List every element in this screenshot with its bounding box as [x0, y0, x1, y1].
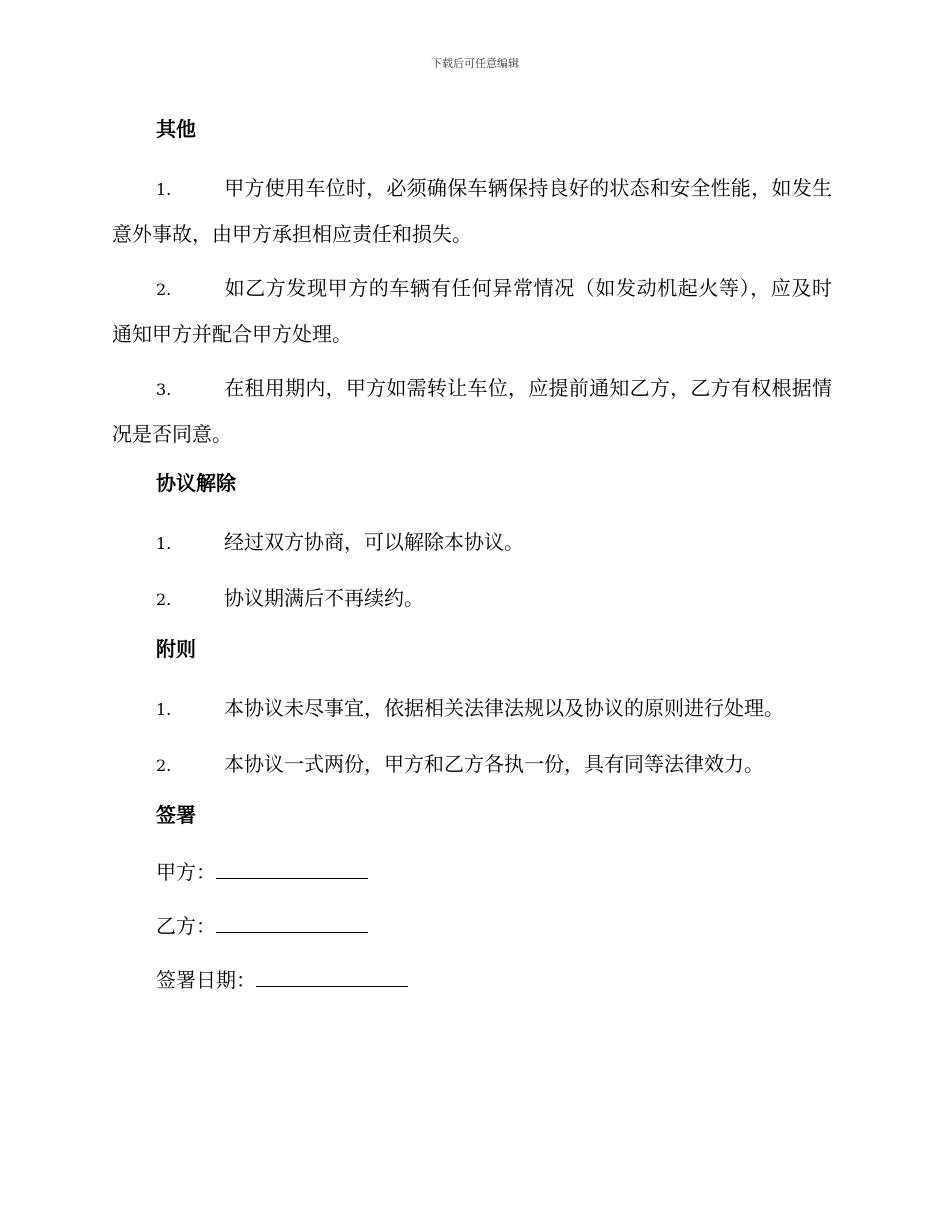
item-number: 3. [156, 380, 172, 399]
item-text: 协议期满后不再续约。 [224, 586, 424, 610]
item-text: 本协议未尽事宜，依据相关法律法规以及协议的原则进行处理。 [224, 696, 784, 720]
section-title-termination: 协议解除 [156, 471, 236, 495]
item-text: 如乙方发现甲方的车辆有任何异常情况（如发动机起火等），应及时通知甲方并配合甲方处理。 [112, 276, 832, 346]
signature-line-party-b [112, 906, 832, 940]
party-a-label: 甲方： [156, 860, 216, 884]
item-text: 本协议一式两份，甲方和乙方各执一份，具有同等法律效力。 [224, 752, 764, 776]
item-text: 甲方使用车位时，必须确保车辆保持良好的状态和安全性能，如发生意外事故，由甲方承担相应责任和损失。 [112, 176, 832, 246]
list-item [112, 166, 832, 256]
party-b-blank [216, 906, 368, 933]
list-item [112, 366, 832, 456]
signature-line-party-a [112, 852, 832, 886]
list-item [112, 520, 832, 566]
date-blank [256, 960, 408, 987]
section-title-other: 其他 [156, 117, 196, 141]
item-text: 经过双方协商，可以解除本协议。 [224, 530, 524, 554]
item-number: 2. [156, 280, 172, 299]
item-number: 1. [156, 180, 172, 199]
item-text: 在租用期内，甲方如需转让车位，应提前通知乙方，乙方有权根据情况是否同意。 [112, 376, 832, 446]
party-b-label: 乙方： [156, 914, 216, 938]
list-item [112, 686, 832, 732]
item-number: 1. [156, 700, 172, 719]
document-body [112, 112, 832, 1014]
page-header: 下载后可任意编辑 [431, 57, 519, 70]
item-number: 1. [156, 534, 172, 553]
list-item [112, 742, 832, 788]
item-number: 2. [156, 756, 172, 775]
date-label: 签署日期： [156, 968, 256, 992]
party-a-blank [216, 852, 368, 879]
item-number: 2. [156, 590, 172, 609]
section-title-supplementary: 附则 [156, 637, 196, 661]
signature-line-date [112, 960, 832, 994]
section-title-signature: 签署 [156, 803, 196, 827]
list-item [112, 266, 832, 356]
list-item [112, 576, 832, 622]
